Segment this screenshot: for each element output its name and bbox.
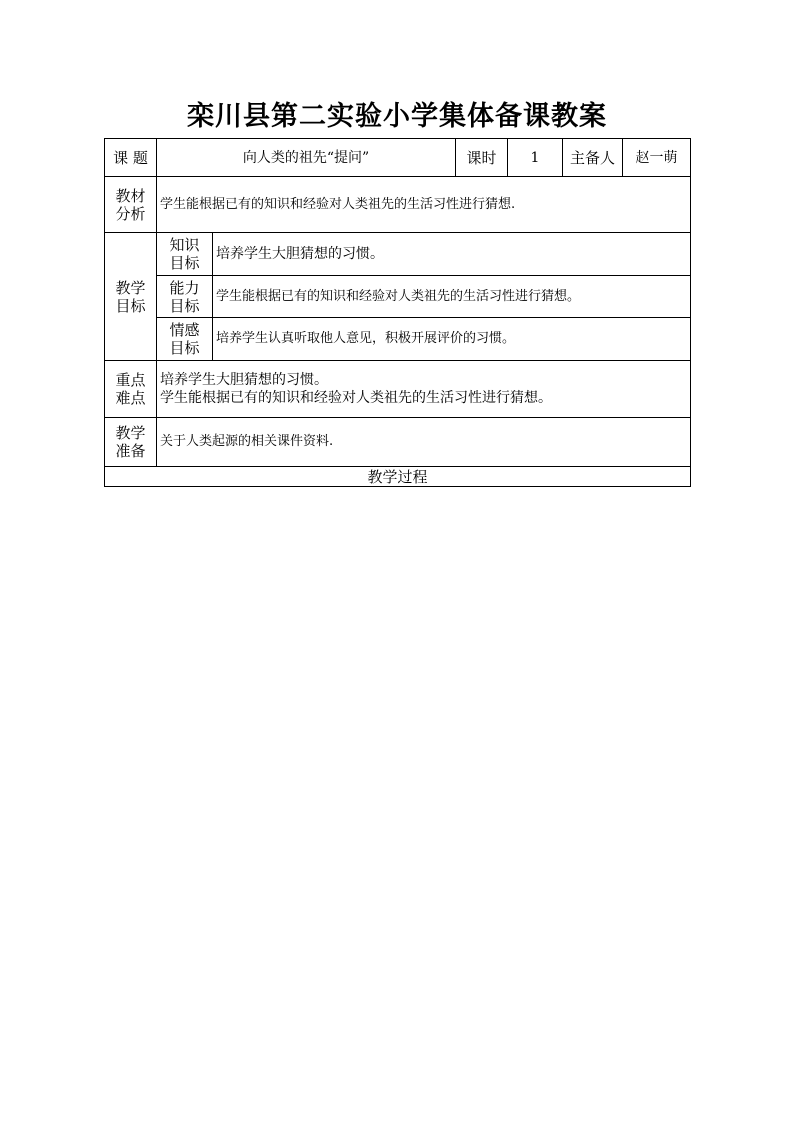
preparer-value: 赵一萌 <box>623 139 691 177</box>
process-heading: 教学过程 <box>105 467 691 487</box>
document-title: 栾川县第二实验小学集体备课教案 <box>187 101 607 132</box>
key-points-label <box>105 361 157 418</box>
preparation-row <box>105 418 691 467</box>
key-points-label-line1: 重点 <box>115 371 146 389</box>
emotion-goal-label-line2: 目标 <box>169 339 200 357</box>
hours-value: 1 <box>508 139 563 177</box>
key-points-row <box>105 361 691 418</box>
ability-goal-label <box>157 276 213 318</box>
emotion-goal-row <box>105 318 691 361</box>
material-analysis-label-line1: 教材 <box>115 186 146 205</box>
topic-value: 向人类的祖先“提问” <box>157 139 456 177</box>
ability-goal-label-line2: 目标 <box>169 296 200 315</box>
ability-goal-label-line1: 能力 <box>169 278 200 297</box>
key-points-content <box>157 361 691 418</box>
ability-goal-content: 学生能根据已有的知识和经验对人类祖先的生活习性进行猜想。 <box>213 276 691 318</box>
key-points-line-2: 学生能根据已有的知识和经验对人类祖先的生活习性进行猜想。 <box>160 390 552 406</box>
topic-label: 课 题 <box>105 139 157 177</box>
key-points-label-line2: 难点 <box>115 389 146 407</box>
knowledge-goal-label <box>157 233 213 276</box>
key-points-line-1: 培养学生大胆猜想的习惯。 <box>160 372 328 388</box>
preparer-label: 主备人 <box>563 139 623 177</box>
knowledge-goal-label-line2: 目标 <box>169 254 200 272</box>
knowledge-goal-label-line1: 知识 <box>169 236 200 254</box>
lesson-plan-table <box>104 138 691 487</box>
emotion-goal-content: 培养学生认真听取他人意见，积极开展评价的习惯。 <box>213 318 691 361</box>
teaching-goals-label-line1: 教学 <box>115 278 146 297</box>
preparation-label-line2: 准备 <box>115 442 146 460</box>
process-heading-row <box>105 467 691 487</box>
knowledge-goal-content: 培养学生大胆猜想的习惯。 <box>213 233 691 276</box>
emotion-goal-label <box>157 318 213 361</box>
material-analysis-label <box>105 177 157 233</box>
emotion-goal-label-line1: 情感 <box>169 321 200 339</box>
preparation-content: 关于人类起源的相关课件资料. <box>157 418 691 467</box>
material-analysis-content: 学生能根据已有的知识和经验对人类祖先的生活习性进行猜想. <box>157 177 691 233</box>
hours-label: 课时 <box>456 139 508 177</box>
ability-goal-row <box>105 276 691 318</box>
teaching-goals-label-line2: 目标 <box>115 296 146 315</box>
header-row <box>105 139 691 177</box>
material-analysis-row <box>105 177 691 233</box>
preparation-label <box>105 418 157 467</box>
teaching-goals-label <box>105 233 157 361</box>
material-analysis-label-line2: 分析 <box>115 204 146 223</box>
preparation-label-line1: 教学 <box>115 424 146 442</box>
knowledge-goal-row <box>105 233 691 276</box>
